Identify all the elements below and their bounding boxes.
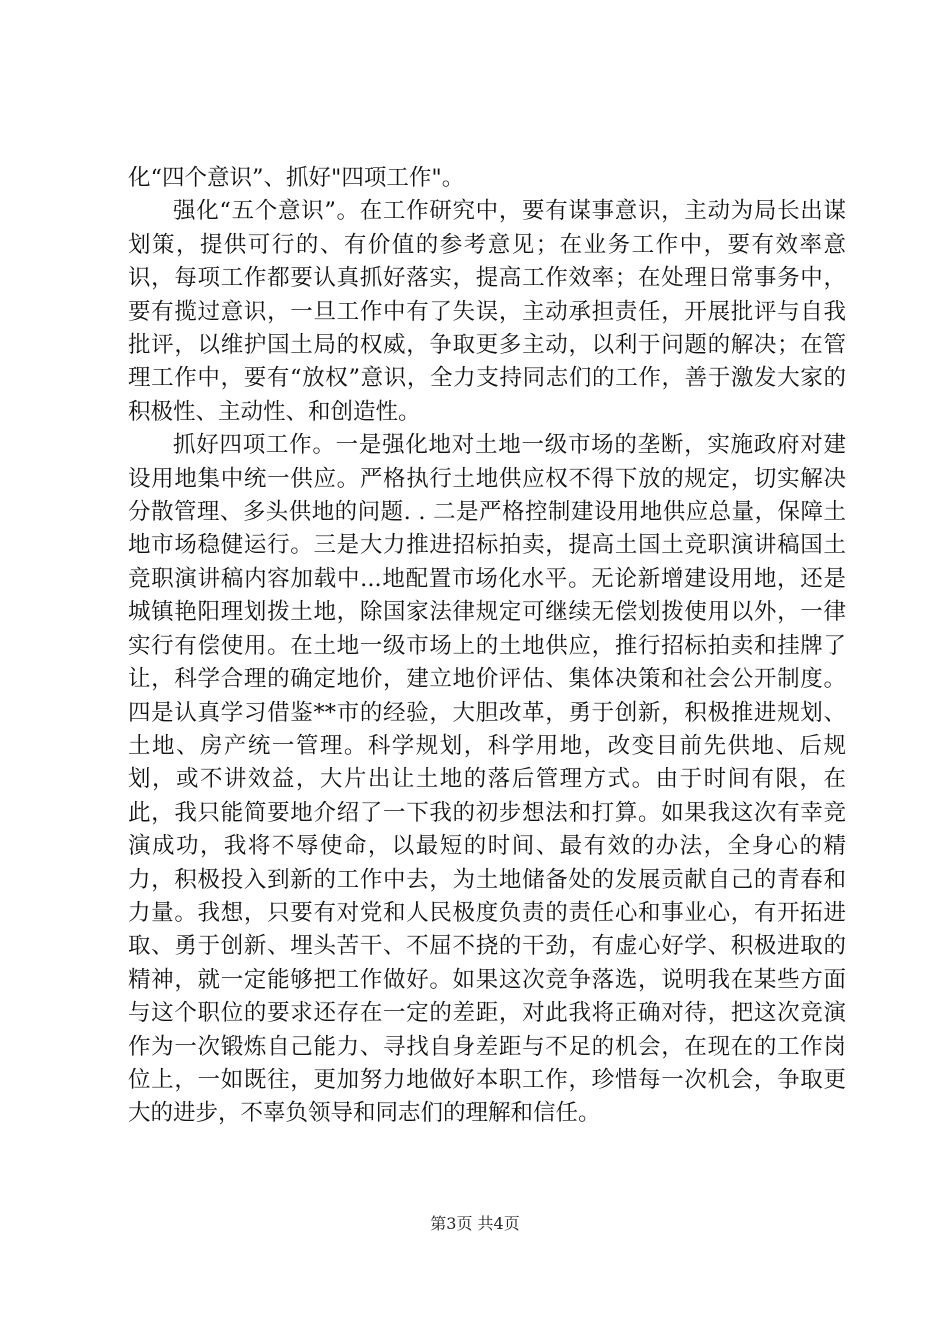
paragraph-five-awareness: 强化“五个意识”。在工作研究中，要有谋事意识，主动为局长出谋划策，提供可行的、有价值的参考意见；在业务工作中，要有效率意识，每项工作都要认真抓好落实，提高工作效率；在处理日常事务中，要有揽过意识，一旦工作中有了失误，主动承担责任，开展批评与自我批评，以维护国土局的权威，争取更多主动，以利于问题的解决；在管理工作中，要有“放权”意识，全力支持同志们的工作，善于激发大家的积极性、主动性、和创造性。 — [128, 198, 846, 425]
document-body — [128, 162, 846, 1131]
paragraph-continuation: 化“四个意识”、抓好"四项工作"。 — [128, 165, 465, 191]
page-footer: 第3页 共4页 — [430, 1214, 520, 1233]
paragraph-four-tasks: 抓好四项工作。一是强化地对土地一级市场的垄断，实施政府对建设用地集中统一供应。严格执行土地供应权不得下放的规定，切实解决分散管理、多头供地的问题. . 二是严格控制建设用地供应总量，保障土地市场稳健运行。三是大力推进招标拍卖，提高土国土竞职演讲稿国土竞职演讲稿内容加载中...地配置市场化水平。无论新增建设用地，还是城镇艳阳理划拨土地，除国家法律规定可继续无偿划拨使用以外，一律实行有偿使用。在土地一级市场上的土地供应，推行招标拍卖和挂牌了让，科学合理的确定地价，建立地价评估、集体决策和社会公开制度。四是认真学习借鉴**市的经验，大胆改革，勇于创新，积极推进规划、土地、房产统一管理。科学规划，科学用地，改变目前先供地、后规划，或不讲效益，大片出让土地的落后管理方式。由于时间有限，在此，我只能简要地介绍了一下我的初步想法和打算。如果我这次有幸竞演成功，我将不辱使命，以最短的时间、最有效的办法，全身心的精力，积极投入到新的工作中去，为土地储备处的发展贡献自己的青春和力量。我想，只要有对党和人民极度负责的责任心和事业心，有开拓进取、勇于创新、埋头苦干、不屈不挠的干劲，有虚心好学、积极进取的精神，就一定能够把工作做好。如果这次竞争落选，说明我在某些方面与这个职位的要求还存在一定的差距，对此我将正确对待，把这次竞演作为一次锻炼自己能力、寻找自身差距与不足的机会，在现在的工作岗位上，一如既往，更加努力地做好本职工作，珍惜每一次机会，争取更大的进步，不辜负领导和同志们的理解和信任。 — [128, 432, 846, 1127]
